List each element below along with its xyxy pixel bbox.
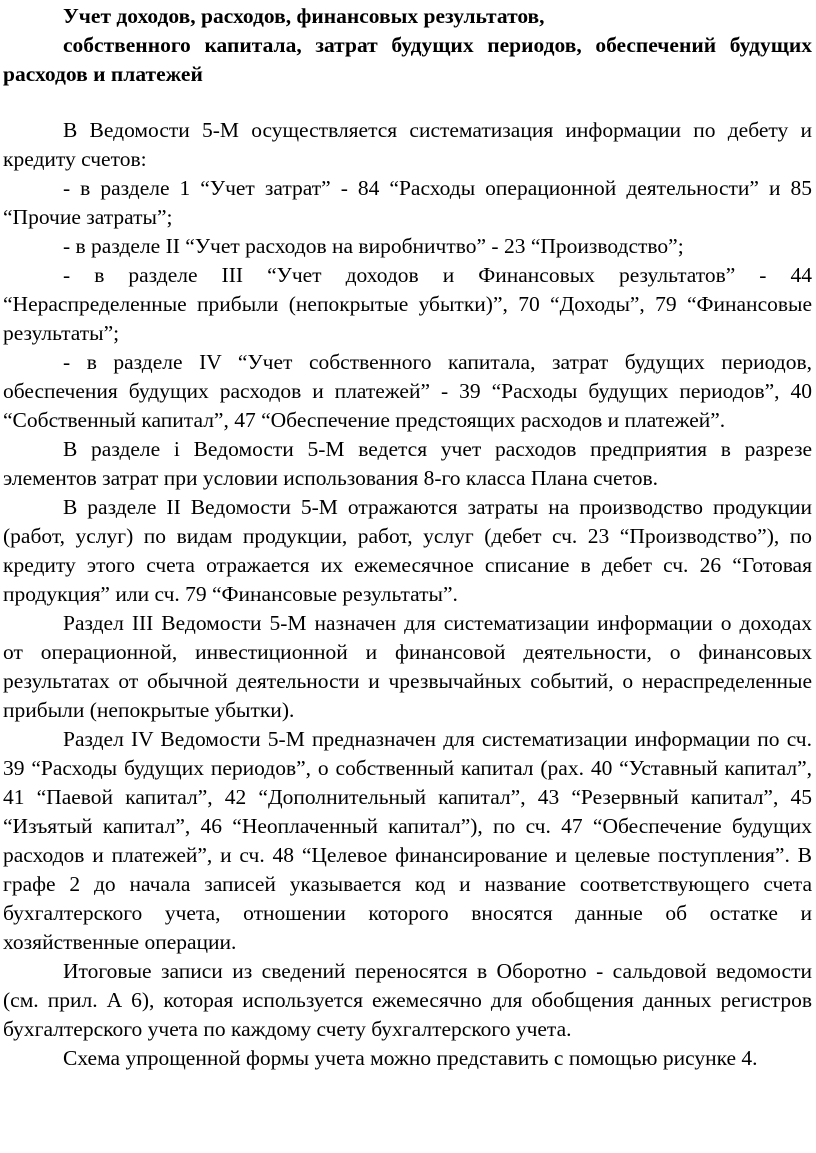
paragraph-intro: В Ведомости 5-М осуществляется систематизация информации по дебету и кредиту счетов: [3,118,812,171]
list-item-section-4: - в разделе IV “Учет собственного капитала, затрат будущих периодов, обеспечения будущих расходов и платежей” - 39 “Расходы будущих периодов”, 40 “Собственный капитал”, 47 “Обеспечение предстоящих расходов и платежей”. [3,350,812,432]
paragraph-scheme: Схема упрощенной формы учета можно представить с помощью рисунке 4. [63,1046,758,1070]
title-line-1: Учет доходов, расходов, финансовых результатов, [63,4,545,28]
paragraph-section-4: Раздел IV Ведомости 5-М предназначен для систематизации информации по сч. 39 “Расходы будущих периодов”, о собственный капитал (рах. 40 “Уставный капитал”, 41 “Паевой капитал”, 42 “Дополнительный капитал”, 43 “Резервный капитал”, 45 “Изъятый капитал”, 46 “Неоплаченный капитал”), по сч. 47 “Обеспечение будущих расходов и платежей”, и сч. 48 “Целевое финансирование и целевые поступления”. В графе 2 до начала записей указывается код и название соответствующего счета бухгалтерского учета, отношении которого вносятся данные об остатке и хозяйственные операции. [3,727,812,954]
list-item-section-3: - в разделе III “Учет доходов и Финансовых результатов” - 44 “Нераспределенные прибыли (непокрытые убытки)”, 70 “Доходы”, 79 “Финансовые результаты”; [3,263,812,345]
paragraph-section-3: Раздел III Ведомости 5-М назначен для систематизации информации о доходах от операционной, инвестиционной и финансовой деятельности, о финансовых результатах от обычной деятельности и чрезвычайных событий, о нераспределенные прибыли (непокрытые убытки). [3,611,812,722]
list-item-section-1: - в разделе 1 “Учет затрат” - 84 “Расходы операционной деятельности” и 85 “Прочие затраты”; [3,176,812,229]
paragraph-section-2: В разделе II Ведомости 5-М отражаются затраты на производство продукции (работ, услуг) по видам продукции, работ, услуг (дебет сч. 23 “Производство”), по кредиту этого счета отражается их ежемесячное списание в дебет сч. 26 “Готовая продукция” или сч. 79 “Финансовые результаты”. [3,495,812,606]
paragraph-summary: Итоговые записи из сведений переносятся в Оборотно - сальдовой ведомости (см. прил. А 6), которая используется ежемесячно для обобщения данных регистров бухгалтерского учета по каждому счету бухгалтерского учета. [3,959,812,1041]
paragraph-section-1: В разделе і Ведомости 5-М ведется учет расходов предприятия в разрезе элементов затрат при условии использования 8-го класса Плана счетов. [3,437,812,490]
list-item-section-2: - в разделе II “Учет расходов на виробничтво” - 23 “Производство”; [63,234,684,258]
document-title [3,2,812,89]
title-line-2: собственного капитала, затрат будущих периодов, обеспечений будущих расходов и платежей [3,33,812,86]
